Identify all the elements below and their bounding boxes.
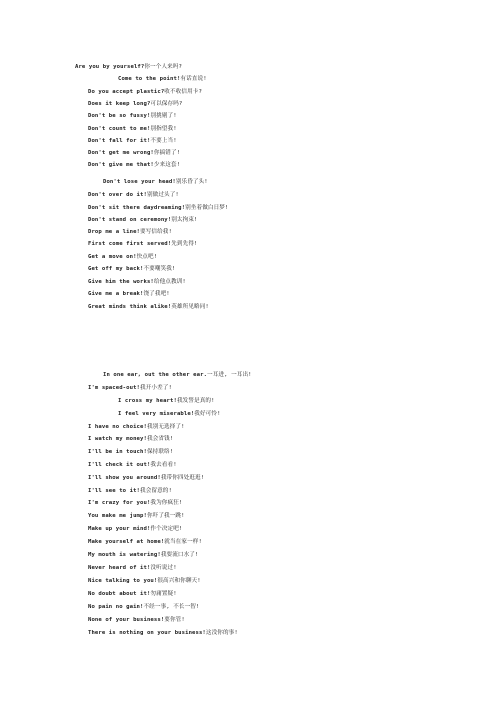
- phrase-english: Don't get me wrong!: [88, 150, 154, 156]
- phrase-english: Do you accept plastic?: [88, 89, 165, 95]
- phrase-chinese: 我会留意的!: [140, 488, 172, 494]
- phrase-english: No pain no gain!: [88, 604, 144, 610]
- phrase-chinese: 我为你疯狂!: [150, 500, 183, 506]
- phrase-line: [88, 162, 180, 169]
- phrase-chinese: 不要上当!: [150, 138, 177, 144]
- phrase-english: Never heard of it!: [88, 565, 151, 571]
- phrase-chinese: 你一个人来吗?: [144, 64, 182, 70]
- phrase-line: [88, 449, 173, 456]
- phrase-chinese: 别乐昏了头!: [175, 179, 208, 185]
- phrase-chinese: 没听说过!: [150, 565, 177, 571]
- phrase-english: Nice talking to you!: [88, 578, 158, 584]
- phrase-line: [88, 126, 177, 133]
- phrase-english: Don't over do it!: [88, 192, 147, 198]
- phrase-line: [88, 630, 238, 637]
- phrase-english: Drop me a line!: [88, 229, 141, 235]
- phrase-english: I'll show you around!: [88, 475, 161, 481]
- phrase-english: I have no choice!: [88, 424, 147, 430]
- phrase-line: [88, 241, 197, 248]
- phrase-line: [88, 436, 173, 443]
- phrase-chinese: 你吓了我一跳!: [146, 513, 185, 519]
- phrase-english: First come first served!: [88, 241, 172, 247]
- phrase-line: [118, 398, 215, 405]
- phrase-english: There is nothing on your business!: [88, 630, 206, 636]
- phrase-english: Get off my back!: [88, 266, 144, 272]
- phrase-chinese: 别指望我!: [150, 126, 177, 132]
- phrase-line: [88, 385, 172, 392]
- phrase-english: I'll be in touch!: [88, 449, 147, 455]
- phrase-line: [88, 539, 202, 546]
- phrase-line: [103, 372, 252, 379]
- phrase-chinese: 我好可怜!: [194, 411, 221, 417]
- phrase-line: [88, 526, 182, 533]
- phrase-chinese: 这没你的事!: [205, 630, 238, 636]
- phrase-english: In one ear, out the other ear.: [103, 372, 208, 378]
- phrase-english: Don't stand on ceremony!: [88, 217, 172, 223]
- phrase-english: Are you by yourself?: [75, 64, 145, 70]
- phrase-chinese: 不经一事, 不长一智!: [143, 604, 200, 610]
- phrase-english: Don't fall for it!: [88, 138, 151, 144]
- phrase-english: Don't lose your head!: [103, 179, 176, 185]
- phrase-chinese: 饶了我吧!: [143, 291, 170, 297]
- phrase-chinese: 少来这套!: [153, 162, 181, 168]
- phrase-chinese: 我会省钱!: [146, 436, 174, 442]
- phrase-line: [118, 411, 221, 418]
- phrase-line: [88, 552, 198, 559]
- phrase-chinese: 别挑剔了!: [150, 113, 177, 119]
- phrase-line: [88, 578, 201, 585]
- phrase-english: Come to the point!: [118, 76, 181, 82]
- phrase-chinese: 作个决定吧!: [150, 526, 183, 532]
- phrase-english: I'm crazy for you!: [88, 500, 151, 506]
- phrase-chinese: 我去看看!: [150, 462, 177, 468]
- phrase-english: Don't give me that!: [88, 162, 154, 168]
- phrase-chinese: 就当在家一样!: [164, 539, 202, 545]
- phrase-chinese: 要写信给我!: [140, 229, 172, 235]
- phrase-line: [88, 192, 179, 199]
- phrase-line: [88, 205, 228, 212]
- phrase-english: I'm spaced-out!: [88, 385, 141, 391]
- phrase-line: [88, 113, 177, 120]
- phrase-line: [75, 64, 182, 71]
- phrase-chinese: 别做过头了!: [146, 192, 179, 198]
- phrase-english: My mouth is watering!: [88, 552, 161, 558]
- phrase-line: [88, 279, 186, 286]
- phrase-line: [88, 254, 157, 261]
- phrase-line: [88, 462, 177, 469]
- phrase-english: Make yourself at home!: [88, 539, 165, 545]
- phrase-english: No doubt about it!: [88, 591, 151, 597]
- phrase-english: I'll check it out!: [88, 462, 151, 468]
- phrase-line: [88, 475, 204, 482]
- phrase-chinese: 很高兴和你聊天!: [157, 578, 201, 584]
- phrase-chinese: 我开小差了!: [140, 385, 172, 391]
- phrase-chinese: 先到先得!: [171, 241, 198, 247]
- phrase-line: [88, 304, 209, 311]
- phrase-chinese: 收不收信用卡?: [164, 89, 202, 95]
- phrase-line: [88, 565, 177, 572]
- phrase-line: [88, 513, 185, 520]
- phrase-chinese: 快点吧!: [136, 254, 158, 260]
- phrase-chinese: 保持联络!: [146, 449, 174, 455]
- phrase-chinese: 我发誓是真的!: [176, 398, 215, 404]
- phrase-english: Don't be so fussy!: [88, 113, 151, 119]
- phrase-line: [88, 488, 172, 495]
- phrase-english: Don't count to me!: [88, 126, 151, 132]
- phrase-english: Does it keep long?: [88, 101, 151, 107]
- phrase-chinese: 给他点教训!: [153, 279, 186, 285]
- phrase-line: [88, 291, 170, 298]
- phrase-line: [88, 617, 185, 624]
- phrase-line: [88, 89, 202, 96]
- phrase-chinese: 要你管!: [164, 617, 185, 623]
- phrase-english: I watch my money!: [88, 436, 147, 442]
- phrase-english: Don't sit there daydreaming!: [88, 205, 186, 211]
- phrase-english: I feel very miserable!: [118, 411, 195, 417]
- phrase-english: Get a move on!: [88, 254, 137, 260]
- phrase-line: [88, 591, 177, 598]
- phrase-chinese: 我要流口水了!: [160, 552, 199, 558]
- phrase-chinese: 你搞错了!: [153, 150, 181, 156]
- phrase-line: [103, 179, 208, 186]
- phrase-chinese: 我带你四处逛逛!: [160, 475, 205, 481]
- phrase-chinese: 英雄所见略同!: [171, 304, 209, 310]
- phrase-english: Give him the works!: [88, 279, 154, 285]
- phrase-chinese: 我别无选择了!: [146, 424, 185, 430]
- phrase-line: [88, 150, 180, 157]
- phrase-chinese: 不要嘲笑我!: [143, 266, 176, 272]
- phrase-english: I cross my heart!: [118, 398, 177, 404]
- phrase-line: [88, 217, 197, 224]
- phrase-line: [88, 266, 175, 273]
- phrase-line: [88, 424, 185, 431]
- phrase-line: [88, 604, 199, 611]
- phrase-line: [118, 76, 207, 83]
- phrase-line: [88, 138, 177, 145]
- phrase-english: Great minds think alike!: [88, 304, 172, 310]
- phrase-line: [88, 500, 182, 507]
- phrase-chinese: 一耳进, 一耳出!: [207, 372, 252, 378]
- phrase-line: [88, 101, 182, 108]
- phrase-chinese: 别坐着做白日梦!: [185, 205, 229, 211]
- phrase-english: Make up your mind!: [88, 526, 151, 532]
- phrase-english: None of your business!: [88, 617, 165, 623]
- phrase-chinese: 别太拘束!: [171, 217, 198, 223]
- phrase-chinese: 可以保存吗?: [150, 101, 183, 107]
- phrase-line: [88, 229, 172, 236]
- phrase-chinese: 有话直说!: [180, 76, 207, 82]
- phrase-chinese: 勿庸置疑!: [150, 591, 177, 597]
- phrase-english: I'll see to it!: [88, 488, 141, 494]
- phrase-english: You make me jump!: [88, 513, 147, 519]
- phrase-english: Give me a break!: [88, 291, 144, 297]
